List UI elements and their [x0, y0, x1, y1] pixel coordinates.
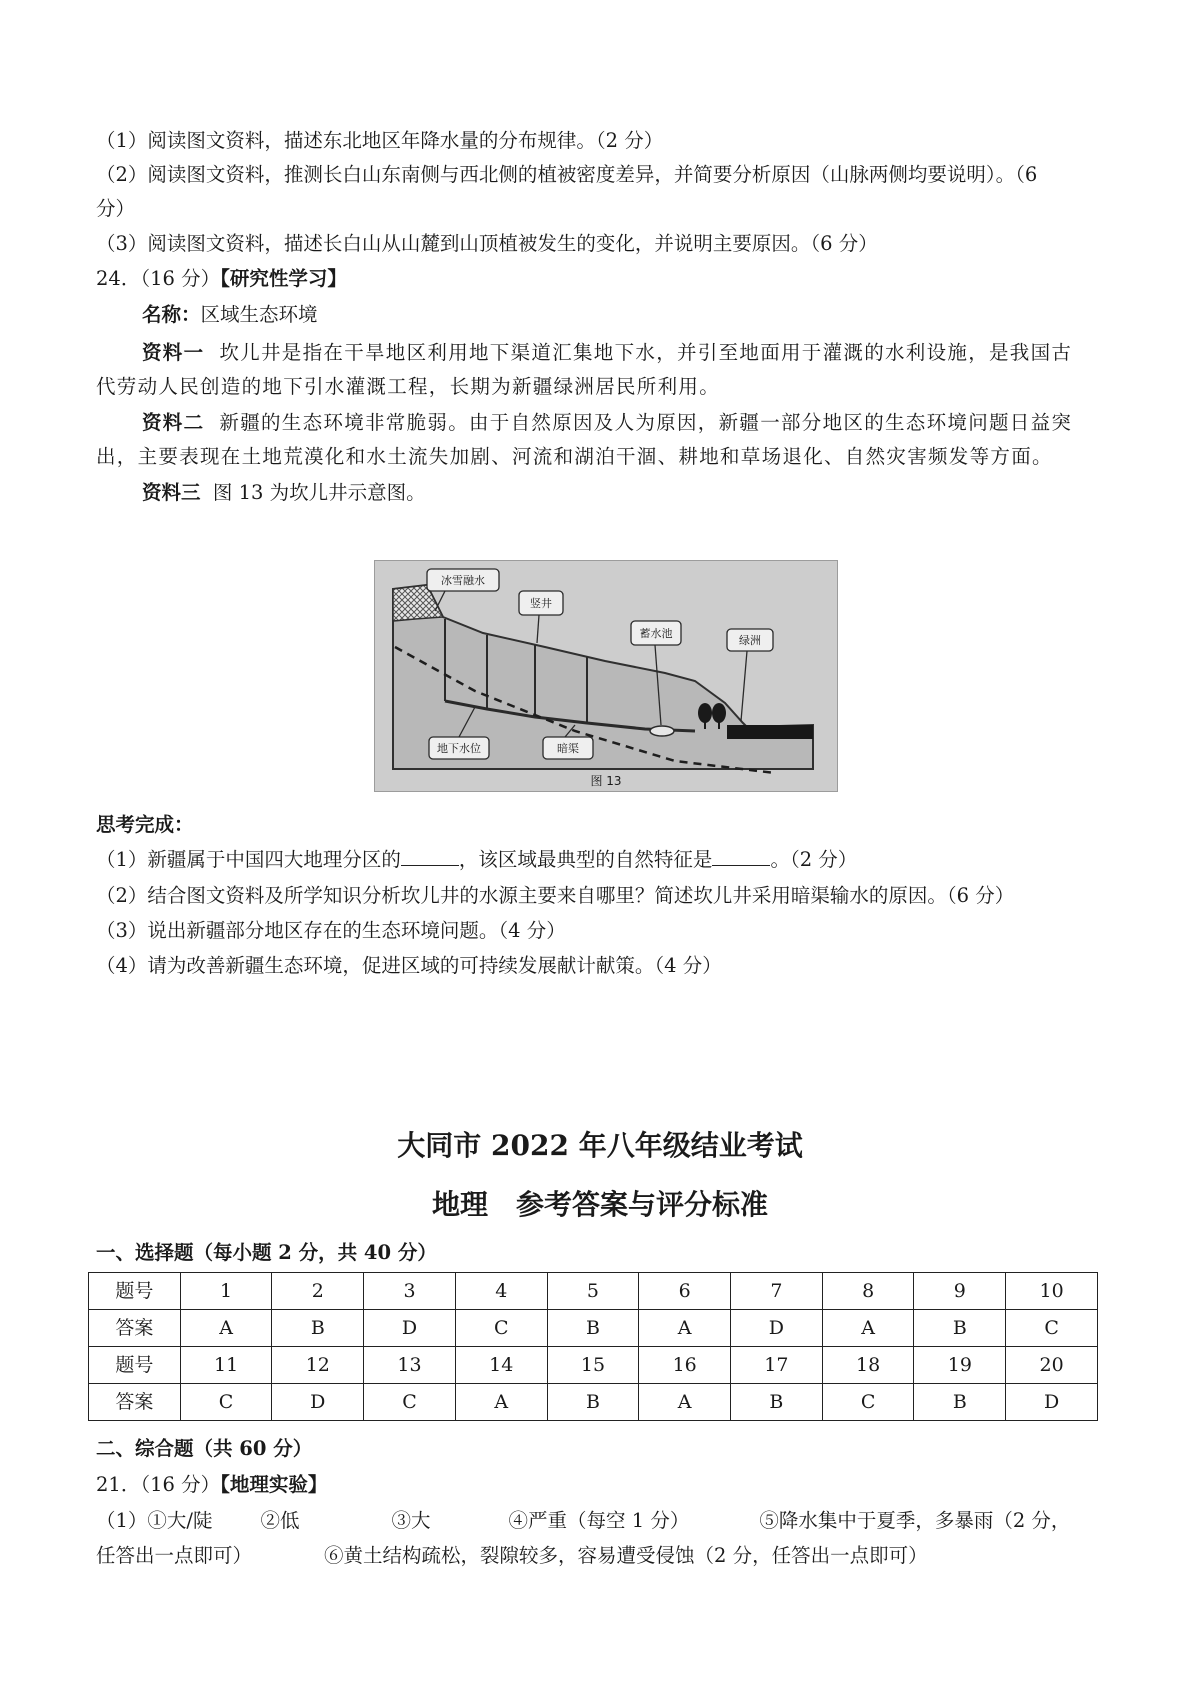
answer-table-row-label: 题号: [89, 1347, 181, 1384]
topic-name-value: 区域生态环境: [200, 303, 318, 326]
answer-table-cell: C: [455, 1310, 547, 1347]
answer-table-cell: 11: [180, 1347, 272, 1384]
answer-table-cell: D: [731, 1310, 823, 1347]
karez-diagram-figure: [374, 560, 838, 792]
answer-blank-1[interactable]: [401, 847, 459, 866]
answer-table-cell: 2: [272, 1273, 364, 1310]
answer-item-3: ③大: [391, 1509, 431, 1532]
answer-table-row-label: 答案: [89, 1310, 181, 1347]
figure-caption: 图 13: [590, 774, 622, 788]
answer-table-cell: D: [1006, 1384, 1098, 1421]
answer-table-cell: B: [914, 1384, 1006, 1421]
answer-table-row-label: 题号: [89, 1273, 181, 1310]
section-multiple-choice: 一、选择题（每小题 2 分，共 40 分）: [96, 1241, 437, 1264]
answer-table-cell: B: [547, 1310, 639, 1347]
material-2-label: 资料二: [142, 411, 205, 434]
material-1-cont: 代劳动人民创造的地下引水灌溉工程，长期为新疆绿洲居民所利用。: [96, 375, 721, 398]
answer-table-cell: 5: [547, 1273, 639, 1310]
answer-table-cell: A: [822, 1310, 914, 1347]
answer-table-row-label: 答案: [89, 1384, 181, 1421]
question-23-2-cont: 分）: [96, 197, 136, 220]
topic-name: [142, 302, 1166, 328]
answer-table-body: [89, 1273, 1098, 1421]
question-21-header: [96, 1472, 1120, 1498]
answer-table-cell: 13: [364, 1347, 456, 1384]
question-23-1: （1）阅读图文资料，描述东北地区年降水量的分布规律。（2 分）: [96, 129, 664, 152]
think-question-2: （2）结合图文资料及所学知识分析坎儿井的水源主要来自哪里？简述坎儿井采用暗渠输水的原因。（6 分）: [96, 884, 1015, 907]
answer-table-cell: 15: [547, 1347, 639, 1384]
oasis-tree-icon: [698, 703, 712, 723]
question-21-number: 21．（16 分）: [96, 1473, 221, 1496]
answer-table-cell: C: [1006, 1310, 1098, 1347]
oasis-tree-icon: [712, 703, 726, 723]
answer-table-cell: A: [455, 1384, 547, 1421]
answer-table-cell: 9: [914, 1273, 1006, 1310]
answer-table-cell: A: [180, 1310, 272, 1347]
answer-table-cell: 16: [639, 1347, 731, 1384]
section-comprehensive: 二、综合题（共 60 分）: [96, 1437, 313, 1460]
answer-table-cell: 18: [822, 1347, 914, 1384]
answer-table-cell: B: [547, 1384, 639, 1421]
label-groundwater-table: 地下水位: [437, 742, 481, 755]
material-1: [142, 340, 1166, 366]
answer-item-4: ④严重（每空 1 分）: [508, 1509, 690, 1532]
question-23-2: （2）阅读图文资料，推测长白山东南侧与西北侧的植被密度差异，并简要分析原因（山脉两侧均要说明）。（6: [96, 163, 1038, 186]
answer-table-cell: C: [180, 1384, 272, 1421]
question-24-tag: 【研究性学习】: [220, 267, 347, 290]
answer-table-row: [89, 1310, 1098, 1347]
answer-table-cell: 12: [272, 1347, 364, 1384]
karez-diagram: [375, 561, 837, 791]
question-24-header: [96, 266, 1120, 292]
answer-item-2: ②低: [260, 1509, 300, 1532]
answer-table-cell: 3: [364, 1273, 456, 1310]
answer-blank-2[interactable]: [712, 847, 770, 866]
material-3: [142, 480, 1166, 506]
answer-item-1: （1）①大/陡: [96, 1509, 213, 1532]
think-question-3: （3）说出新疆部分地区存在的生态环境问题。（4 分）: [96, 919, 566, 942]
material-2-text: 新疆的生态环境非常脆弱。由于自然原因及人为原因，新疆一部分地区的生态环境问题日益突: [219, 411, 1073, 434]
answer-table-cell: D: [364, 1310, 456, 1347]
label-underground-canal: 暗渠: [557, 742, 579, 755]
answer-table-cell: B: [272, 1310, 364, 1347]
answer-table-cell: A: [639, 1384, 731, 1421]
material-1-label: 资料一: [142, 341, 205, 364]
answer-table-cell: B: [731, 1384, 823, 1421]
answer-table-cell: 8: [822, 1273, 914, 1310]
topic-name-label: 名称：: [142, 303, 201, 326]
answer-table-cell: 1: [180, 1273, 272, 1310]
answer-table-row: [89, 1384, 1098, 1421]
answer-table-cell: C: [822, 1384, 914, 1421]
answer-table-cell: 20: [1006, 1347, 1098, 1384]
reservoir-basin: [650, 726, 674, 736]
answer-item-6: ⑥黄土结构疏松，裂隙较多，容易遭受侵蚀（2 分，任答出一点即可）: [324, 1544, 928, 1567]
answer-table-cell: 19: [914, 1347, 1006, 1384]
answer-table-cell: C: [364, 1384, 456, 1421]
label-reservoir: 蓄水池: [639, 627, 673, 640]
answer-key-title: 大同市 2022 年八年级结业考试: [397, 1129, 803, 1162]
question-23-3: （3）阅读图文资料，描述长白山从山麓到山顶植被发生的变化，并说明主要原因。（6 分）: [96, 232, 878, 255]
think-question-4: （4）请为改善新疆生态环境，促进区域的可持续发展献计献策。（4 分）: [96, 954, 722, 977]
answer-item-5: ⑤降水集中于夏季，多暴雨（2 分，: [759, 1509, 1071, 1532]
label-vertical-shaft: 竖井: [530, 597, 552, 610]
think-label: 思考完成：: [96, 813, 194, 836]
question-24-number: 24．（16 分）: [96, 267, 221, 290]
answer-key-subtitle: 地理 参考答案与评分标准: [431, 1188, 768, 1221]
answer-table: [88, 1272, 1098, 1421]
answer-table-cell: 14: [455, 1347, 547, 1384]
answer-table-row: [89, 1347, 1098, 1384]
material-1-text: 坎儿井是指在干旱地区利用地下渠道汇集地下水，并引至地面用于灌溉的水利设施，是我国古: [219, 341, 1073, 364]
answer-table-cell: D: [272, 1384, 364, 1421]
answer-table-cell: 17: [731, 1347, 823, 1384]
answer-table-cell: 10: [1006, 1273, 1098, 1310]
question-21-tag: 【地理实验】: [220, 1473, 328, 1496]
answer-table-cell: A: [639, 1310, 731, 1347]
material-3-text: 图 13 为坎儿井示意图。: [212, 481, 426, 504]
label-oasis: 绿洲: [739, 634, 761, 647]
answer-table-cell: 4: [455, 1273, 547, 1310]
material-3-label: 资料三: [142, 481, 201, 504]
answer-21-1: [96, 1508, 1120, 1534]
think-question-1: （1）新疆属于中国四大地理分区的 ，该区域最典型的自然特征是 。（2 分）: [96, 848, 858, 871]
answer-table-cell: 7: [731, 1273, 823, 1310]
material-2-cont: 出，主要表现在土地荒漠化和水土流失加剧、河流和湖泊干涸、耕地和草场退化、自然灾害频发等方面。: [96, 445, 1053, 468]
label-snowmelt: 冰雪融水: [441, 574, 485, 587]
oasis-water: [727, 725, 813, 739]
answer-table-cell: B: [914, 1310, 1006, 1347]
answer-table-cell: 6: [639, 1273, 731, 1310]
material-2: [142, 410, 1166, 436]
answer-21-1-cont: [96, 1543, 1120, 1569]
answer-item-5-cont: 任答出一点即可）: [96, 1544, 253, 1567]
answer-table-row: [89, 1273, 1098, 1310]
